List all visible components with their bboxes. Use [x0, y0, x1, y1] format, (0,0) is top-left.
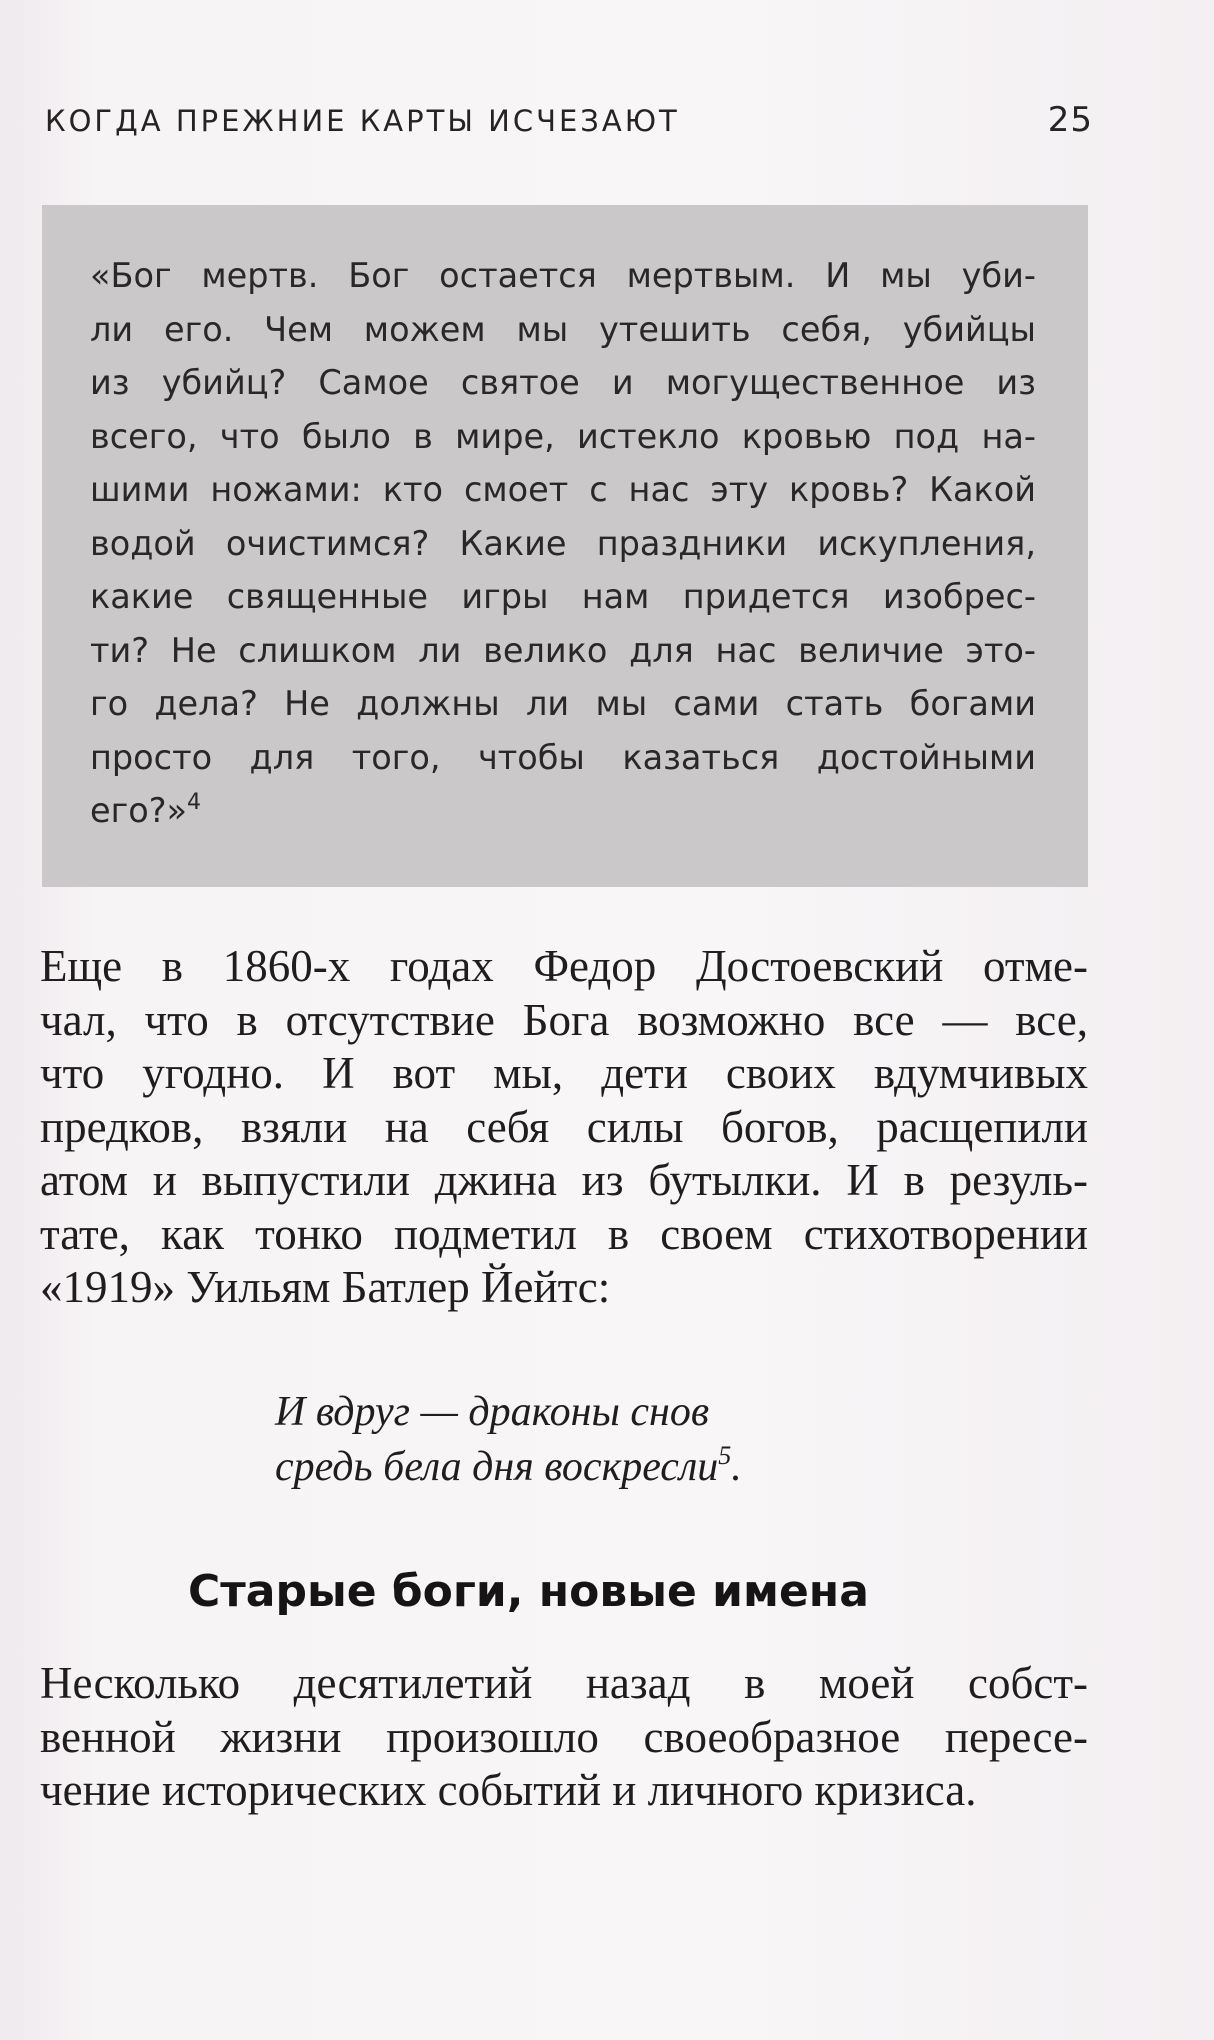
- quote-last-text: его?»: [90, 791, 187, 830]
- quote-line: ти? Не слишком ли велико для нас величие это-: [90, 630, 1036, 670]
- quote-line: из убийц? Самое святое и могущественное из: [90, 363, 1036, 402]
- paragraph-line: что угодно. И вот мы, дети своих вдумчивых: [40, 1048, 1088, 1098]
- quote-last-line: [90, 784, 1036, 838]
- quote-line: всего, что было в мире, истекло кровью под на-: [90, 416, 1036, 456]
- quote-line: просто для того, чтобы казаться достойными: [90, 737, 1036, 777]
- page-number: 25: [1047, 100, 1093, 140]
- quote-line: «Бог мертв. Бог остается мертвым. И мы уби-: [90, 256, 1036, 295]
- paragraph-line: тате, как тонко подметил в своем стихотворении: [40, 1208, 1088, 1259]
- quote-line: го дела? Не должны ли мы сами стать богами: [90, 684, 1036, 723]
- quote-box: [42, 205, 1088, 887]
- section-heading: Старые боги, новые имена: [188, 1566, 869, 1617]
- quote-line: шими ножами: кто смоет с нас эту кровь? Какой: [90, 470, 1036, 509]
- paragraph-2: [40, 1657, 1088, 1818]
- paragraph-line: Еще в 1860-х годах Федор Достоевский отме-: [40, 941, 1088, 991]
- paragraph-line: атом и выпустили джина из бутылки. И в резуль-: [40, 1155, 1088, 1205]
- verse-line-2: [275, 1440, 975, 1495]
- verse-line-2-text: средь бела дня воскресли: [275, 1444, 719, 1490]
- quote-line: ли его. Чем можем мы утешить себя, убийцы: [90, 309, 1036, 349]
- paragraph-line: предков, взяли на себя силы богов, расщепили: [40, 1101, 1088, 1152]
- running-header: [45, 100, 1093, 150]
- paragraph-line: чал, что в отсутствие Бога возможно все — все,: [40, 994, 1088, 1045]
- running-title: КОГДА ПРЕЖНИЕ КАРТЫ ИСЧЕЗАЮТ: [45, 104, 680, 138]
- verse-line-2-end: .: [731, 1444, 742, 1490]
- footnote-ref-4[interactable]: 4: [186, 790, 201, 815]
- paragraph-last-line: чение исторических событий и личного кризиса.: [40, 1765, 977, 1815]
- footnote-ref-5[interactable]: 5: [718, 1441, 732, 1470]
- paragraph-line: венной жизни произошло своеобразное пересе-: [40, 1711, 1088, 1762]
- quote-line: какие священные игры нам придется изобрес-: [90, 577, 1036, 616]
- quote-line: водой очистимся? Какие праздники искупления,: [90, 523, 1036, 563]
- paragraph-1: [40, 940, 1088, 1315]
- paragraph-last-line: «1919» Уильям Батлер Йейтс:: [40, 1262, 611, 1312]
- verse-quote: [275, 1385, 975, 1495]
- quote-text: [90, 249, 1036, 838]
- verse-line-1: И вдруг — драконы снов: [275, 1389, 710, 1435]
- paragraph-line: Несколько десятилетий назад в моей собст-: [40, 1658, 1088, 1708]
